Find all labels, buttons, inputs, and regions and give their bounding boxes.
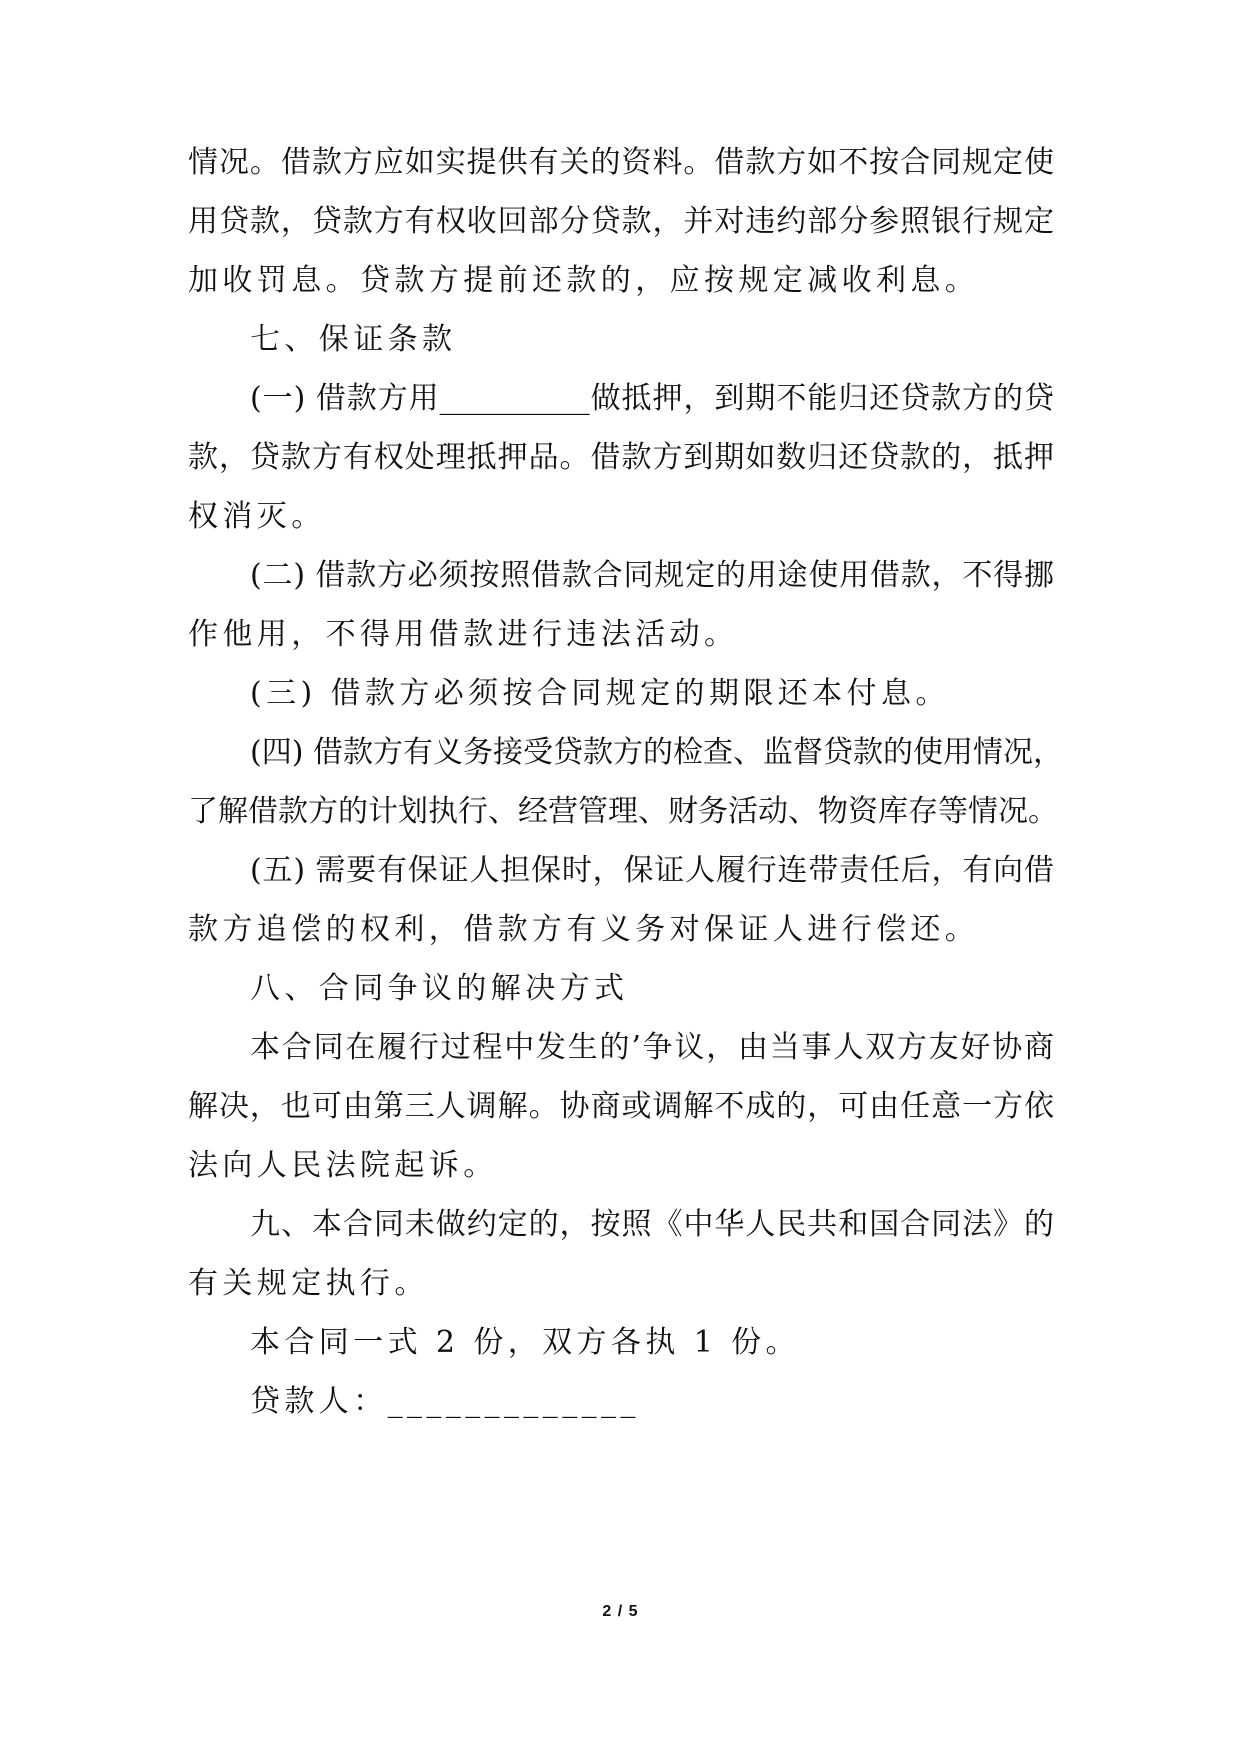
text-line: 本合同一式 2 份，双方各执 1 份。 bbox=[250, 1325, 800, 1360]
text-line: 用贷款，贷款方有权收回部分贷款，并对违约部分参照银行规定 bbox=[188, 204, 1054, 239]
text-line: 本合同在履行过程中发生的’争议，由当事人双方友好协商 bbox=[250, 1030, 1054, 1065]
section-heading: 八、合同争议的解决方式 bbox=[250, 971, 629, 1006]
text-line: 权消灭。 bbox=[188, 499, 326, 534]
text-line: 解决，也可由第三人调解。协商或调解不成的，可由任意一方依 bbox=[188, 1089, 1054, 1124]
section-heading: 七、保证条款 bbox=[250, 322, 457, 357]
text-line: 款方追偿的权利，借款方有义务对保证人进行偿还。 bbox=[188, 912, 980, 947]
text-line: 作他用，不得用借款进行违法活动。 bbox=[188, 617, 739, 652]
signature-line-lender: 贷款人：_____________ bbox=[250, 1384, 640, 1419]
text-line: 了解借款方的计划执行、经营管理、财务活动、物资库存等情况。 bbox=[188, 794, 1058, 829]
text-line: (一) 借款方用__________做抵押，到期不能归还贷款方的贷 bbox=[250, 381, 1054, 416]
text-line: (三) 借款方必须按合同规定的期限还本付息。 bbox=[250, 676, 950, 711]
text-line: (五) 需要有保证人担保时，保证人履行连带责任后，有向借 bbox=[250, 853, 1054, 888]
text-line: 情况。借款方应如实提供有关的资料。借款方如不按合同规定使 bbox=[188, 145, 1054, 180]
text-line: (二) 借款方必须按照借款合同规定的用途使用借款，不得挪 bbox=[250, 558, 1054, 593]
text-line: (四) 借款方有义务接受贷款方的检查、监督贷款的使用情况， bbox=[250, 735, 1063, 770]
text-line: 法向人民法院起诉。 bbox=[188, 1148, 498, 1183]
text-line: 款，贷款方有权处理抵押品。借款方到期如数归还贷款的，抵押 bbox=[188, 440, 1054, 475]
page-number: 2 / 5 bbox=[602, 1603, 639, 1620]
text-line: 有关规定执行。 bbox=[188, 1266, 429, 1301]
text-line: 加收罚息。贷款方提前还款的，应按规定减收利息。 bbox=[188, 263, 980, 298]
section-heading: 九、本合同未做约定的，按照《中华人民共和国合同法》的 bbox=[250, 1207, 1054, 1242]
